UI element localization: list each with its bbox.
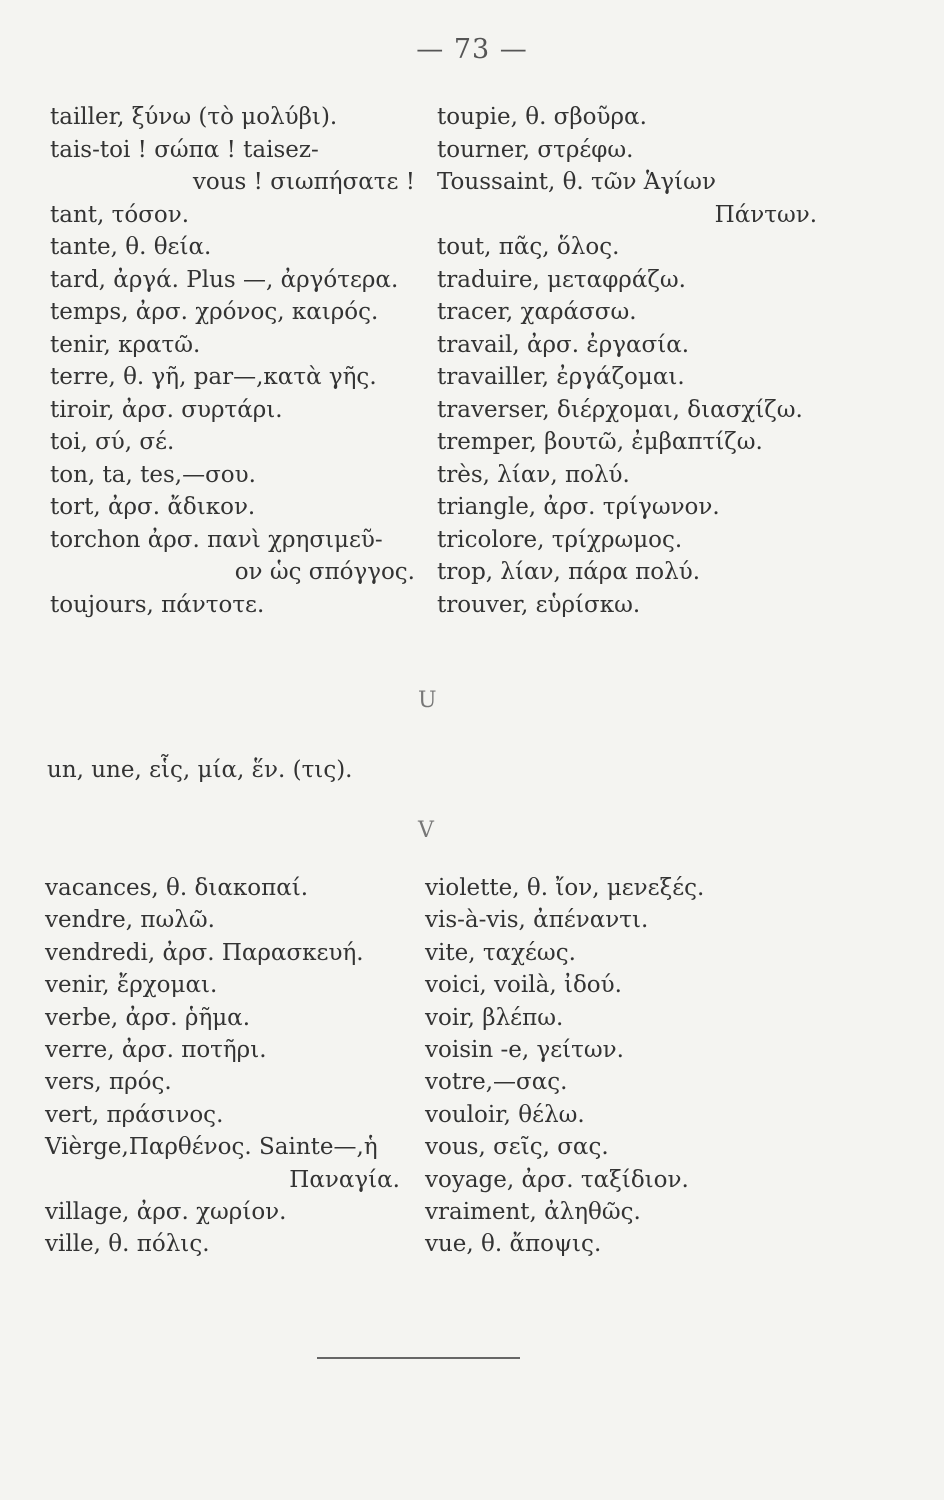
list-item: village, ἀρσ. χωρίον.: [45, 1198, 287, 1225]
list-item: vert, πράσινος.: [45, 1101, 224, 1128]
list-item: toujours, πάντοτε.: [50, 591, 265, 618]
list-item: vraiment, ἀληθῶς.: [425, 1198, 641, 1225]
list-item: voyage, ἀρσ. ταξίδιον.: [425, 1166, 689, 1193]
list-item: verre, ἀρσ. ποτῆρι.: [45, 1036, 267, 1063]
list-item-continuation: Πάντων.: [714, 201, 817, 228]
section-v-right-column: [425, 872, 785, 1261]
list-item: tais-toi ! σώπα ! taisez-: [50, 136, 319, 163]
section-v-left-column: [45, 872, 400, 1261]
list-item: toupie, θ. σβοῦρα.: [437, 104, 647, 130]
list-item-continuation: vous ! σιωπήσατε !: [192, 169, 415, 195]
list-item: ville, θ. πόλις.: [45, 1231, 210, 1258]
section-t-left-column: [50, 101, 415, 621]
list-item: vis-à-vis, ἀπέναντι.: [425, 907, 649, 934]
list-item: tailler, ξύνω (τὸ μολύβι).: [50, 104, 338, 130]
list-item: travailler, ἐργάζομαι.: [437, 364, 685, 390]
list-item: trouver, εὑρίσκω.: [437, 591, 641, 618]
list-item: très, λίαν, πολύ.: [437, 461, 630, 488]
list-item: triangle, ἀρσ. τρίγωνον.: [437, 494, 720, 520]
list-item: vendre, πωλῶ.: [45, 907, 215, 934]
list-item: travail, ἀρσ. ἐργασία.: [437, 331, 690, 358]
list-item: terre, θ. γῆ, par—,κατὰ γῆς.: [50, 364, 377, 390]
list-item: tant, τόσον.: [50, 201, 190, 228]
list-item: verbe, ἀρσ. ῥῆμα.: [45, 1004, 251, 1031]
list-item: vous, σεῖς, σας.: [425, 1134, 609, 1161]
list-item: traverser, διέρχομαι, διασχίζω.: [437, 396, 803, 423]
list-item: tout, πᾶς, ὅλος.: [437, 234, 620, 260]
list-item: tracer, χαράσσω.: [437, 299, 637, 325]
list-item: tort, ἀρσ. ἄδικον.: [50, 494, 256, 520]
list-item: tremper, βουτῶ, ἐμβαπτίζω.: [437, 429, 763, 455]
list-item: toi, σύ, σέ.: [50, 429, 175, 455]
list-item: Vièrge,Παρθένος. Sainte—,ἡ: [45, 1134, 378, 1161]
list-item: voici, voilà, ἰδού.: [425, 972, 622, 999]
list-item: trop, λίαν, πάρα πολύ.: [437, 559, 701, 585]
list-item: temps, ἀρσ. χρόνος, καιρός.: [50, 299, 379, 325]
list-item: vite, ταχέως.: [425, 939, 576, 966]
list-item: voir, βλέπω.: [425, 1004, 564, 1031]
list-item: tiroir, ἀρσ. συρτάρι.: [50, 396, 283, 423]
list-item: tenir, κρατῶ.: [50, 331, 201, 358]
end-divider: [317, 1357, 520, 1359]
list-item: vouloir, θέλω.: [425, 1101, 585, 1128]
list-item: Toussaint, θ. τῶν Ἁγίων: [437, 169, 716, 195]
list-item: tante, θ. θεία.: [50, 234, 212, 260]
list-item: vendredi, ἀρσ. Παρασκευή.: [45, 939, 364, 966]
list-item: traduire, μεταφράζω.: [437, 266, 686, 293]
list-item: tard, ἀργά. Plus —, ἀργότερα.: [50, 266, 399, 293]
list-item: vers, πρός.: [45, 1069, 172, 1096]
list-item: tricolore, τρίχρωμος.: [437, 526, 683, 553]
list-item: votre,—σας.: [425, 1069, 568, 1096]
list-item: violette, θ. ἴον, μενεξές.: [425, 875, 705, 901]
list-item: tourner, στρέφω.: [437, 136, 634, 163]
list-item: vue, θ. ἄποψις.: [425, 1231, 602, 1258]
list-item: vacances, θ. διακοπαί.: [45, 875, 309, 901]
section-t-right-column: [437, 101, 817, 621]
list-item: un, une, εἷς, μία, ἕν. (τις).: [47, 757, 353, 783]
page-number: — 73 —: [416, 34, 528, 65]
list-item-continuation: Παναγία.: [289, 1166, 400, 1193]
list-item: voisin -e, γείτων.: [425, 1036, 624, 1063]
list-item: torchon ἀρσ. πανὶ χρησιμεῦ-: [50, 526, 383, 553]
section-heading-v: V: [418, 818, 434, 843]
section-heading-u: U: [418, 688, 437, 713]
list-item-continuation: ον ὡς σπόγγος.: [234, 559, 415, 585]
list-item: venir, ἔρχομαι.: [45, 972, 218, 999]
list-item: ton, ta, tes,—σου.: [50, 461, 256, 488]
